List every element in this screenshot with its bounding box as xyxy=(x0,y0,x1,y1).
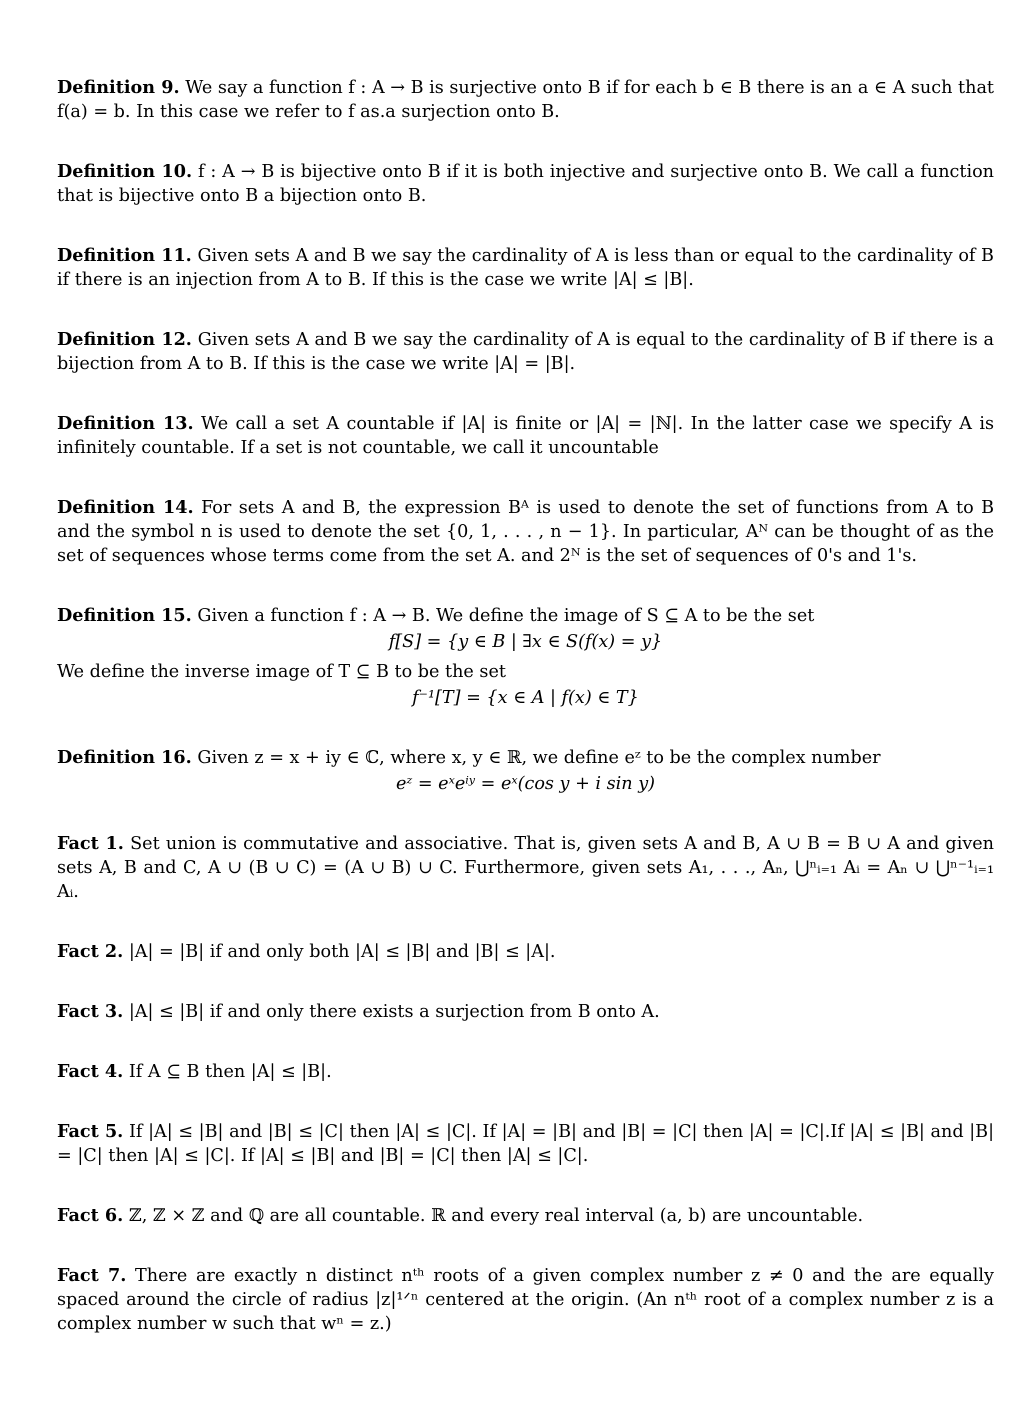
block-label: Fact 2. xyxy=(57,941,124,962)
block-label: Definition 12. xyxy=(57,329,192,350)
definition-12 xyxy=(57,328,994,376)
block-label: Fact 7. xyxy=(57,1265,127,1286)
block-label: Definition 11. xyxy=(57,245,192,266)
block-text-2: We define the inverse image of T ⊆ B to be the set xyxy=(57,662,506,682)
fact-6 xyxy=(57,1204,994,1228)
block-text: Given sets A and B we say the cardinality of A is equal to the cardinality of B if there is a bijection from A to B. If this is the case we write |A| = |B|. xyxy=(57,330,994,374)
block-text: Set union is commutative and associative. That is, given sets A and B, A ∪ B = B ∪ A and given sets A, B and C, A ∪ (B ∪ C) = (A ∪ B) ∪ C. Furthermore, given sets A₁, . . ., Aₙ, ⋃ⁿᵢ₌₁ Aᵢ = Aₙ ∪ ⋃ⁿ⁻¹ᵢ₌₁ Aᵢ. xyxy=(57,834,995,902)
definition-16 xyxy=(57,746,994,796)
block-text: We call a set A countable if |A| is finite or |A| = |ℕ|. In the latter case we specify A is infinitely countable. If a set is not countable, we call it uncountable xyxy=(57,414,994,458)
block-text: Given a function f : A → B. We define the image of S ⊆ A to be the set xyxy=(197,606,815,626)
block-text: We say a function f : A → B is surjective onto B if for each b ∈ B there is an a ∈ A such that f(a) = b. In this case we refer to f as.a surjection onto B. xyxy=(57,78,994,122)
block-label: Fact 6. xyxy=(57,1205,124,1226)
definition-9 xyxy=(57,76,994,124)
document-page xyxy=(57,76,994,1372)
block-text: ℤ, ℤ × ℤ and ℚ are all countable. ℝ and every real interval (a, b) are uncountable. xyxy=(128,1206,864,1226)
block-label: Fact 4. xyxy=(57,1061,124,1082)
fact-3 xyxy=(57,1000,994,1024)
display-equation-exponential: eᶻ = eˣeⁱʸ = eˣ(cos y + i sin y) xyxy=(395,774,656,794)
block-label: Fact 5. xyxy=(57,1121,124,1142)
block-text: There are exactly n distinct nᵗʰ roots of a given complex number z ≠ 0 and the are equally spaced around the circle of radius |z|¹ᐟⁿ centered at the origin. (An nᵗʰ root of a complex number z is a complex number w such that wⁿ = z.) xyxy=(57,1266,994,1334)
block-text: |A| = |B| if and only both |A| ≤ |B| and |B| ≤ |A|. xyxy=(128,942,556,962)
definition-14 xyxy=(57,496,994,568)
display-equation-inverse-image: f⁻¹[T] = {x ∈ A | f(x) ∈ T} xyxy=(412,688,639,708)
fact-2 xyxy=(57,940,994,964)
block-text: For sets A and B, the expression Bᴬ is used to denote the set of functions from A to B and the symbol n is used to denote the set {0, 1, . . . , n − 1}. In particular, Aᴺ can be thought of as the set of sequences whose terms come from the set A. and 2ᴺ is the set of sequences of 0's and 1's. xyxy=(57,498,995,566)
block-label: Fact 1. xyxy=(57,833,124,854)
definition-11 xyxy=(57,244,994,292)
block-label: Definition 14. xyxy=(57,497,194,518)
block-label: Definition 13. xyxy=(57,413,194,434)
block-label: Definition 10. xyxy=(57,161,193,182)
block-text: If |A| ≤ |B| and |B| ≤ |C| then |A| ≤ |C|. If |A| = |B| and |B| = |C| then |A| = |C|.If |A| ≤ |B| and |B| = |C| then |A| ≤ |C|. If |A| ≤ |B| and |B| = |C| then |A| ≤ |C|. xyxy=(57,1122,995,1166)
block-label: Fact 3. xyxy=(57,1001,124,1022)
fact-4 xyxy=(57,1060,994,1084)
display-equation-image: f[S] = {y ∈ B | ∃x ∈ S(f(x) = y} xyxy=(388,632,663,652)
fact-1 xyxy=(57,832,994,904)
definition-13 xyxy=(57,412,994,460)
block-label: Definition 15. xyxy=(57,605,192,626)
block-label: Definition 16. xyxy=(57,747,192,768)
block-label: Definition 9. xyxy=(57,77,180,98)
block-text: f : A → B is bijective onto B if it is both injective and surjective onto B. We call a function that is bijective onto B a bijection onto B. xyxy=(57,162,995,206)
definition-10 xyxy=(57,160,994,208)
block-text: Given z = x + iy ∈ ℂ, where x, y ∈ ℝ, we define eᶻ to be the complex number xyxy=(197,748,881,768)
fact-5 xyxy=(57,1120,994,1168)
block-text: If A ⊆ B then |A| ≤ |B|. xyxy=(128,1062,332,1082)
definition-15 xyxy=(57,604,994,710)
block-text: |A| ≤ |B| if and only there exists a surjection from B onto A. xyxy=(128,1002,660,1022)
block-text: Given sets A and B we say the cardinality of A is less than or equal to the cardinality of B if there is an injection from A to B. If this is the case we write |A| ≤ |B|. xyxy=(57,246,994,290)
fact-7 xyxy=(57,1264,994,1336)
